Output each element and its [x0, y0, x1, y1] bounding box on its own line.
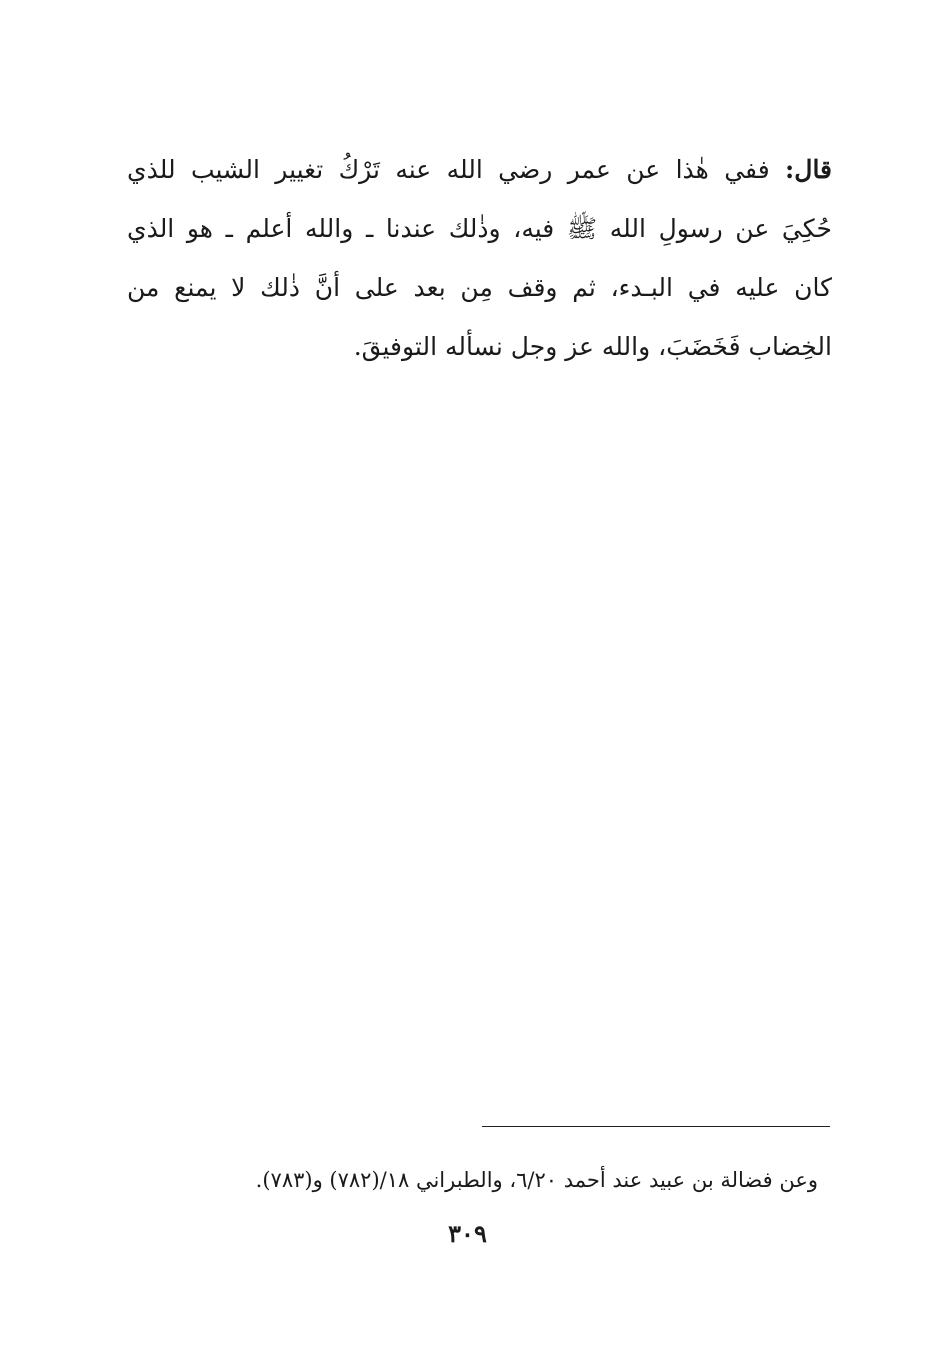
main-paragraph	[127, 140, 832, 376]
footnote-separator	[482, 1126, 830, 1127]
lead-word: قال:	[785, 155, 833, 184]
footnote-text: وعن فضالة بن عبيد عند أحمد ٦/٢٠، والطبراني ١٨/(٧٨٢) و(٧٨٣).	[255, 1168, 818, 1192]
paragraph-line-1	[127, 140, 832, 199]
paragraph-line-4: الخِضاب فَخَضَبَ، والله عز وجل نسأله التوفيقَ.	[353, 332, 832, 361]
line-1-text: ففي هٰذا عن عمر رضي الله عنه تَرْكُ تغيير الشيب للذي	[127, 155, 770, 184]
paragraph-line-2: حُكِيَ عن رسولِ الله ﷺ فيه، وذٰلك عندنا ـ والله أعلم ـ هو الذي	[127, 214, 832, 243]
paragraph-line-3: كان عليه في البـدء، ثم وقف مِن بعد على أنَّ ذٰلك لا يمنع من	[127, 273, 832, 302]
page-number: ٣٠٩	[448, 1219, 487, 1248]
